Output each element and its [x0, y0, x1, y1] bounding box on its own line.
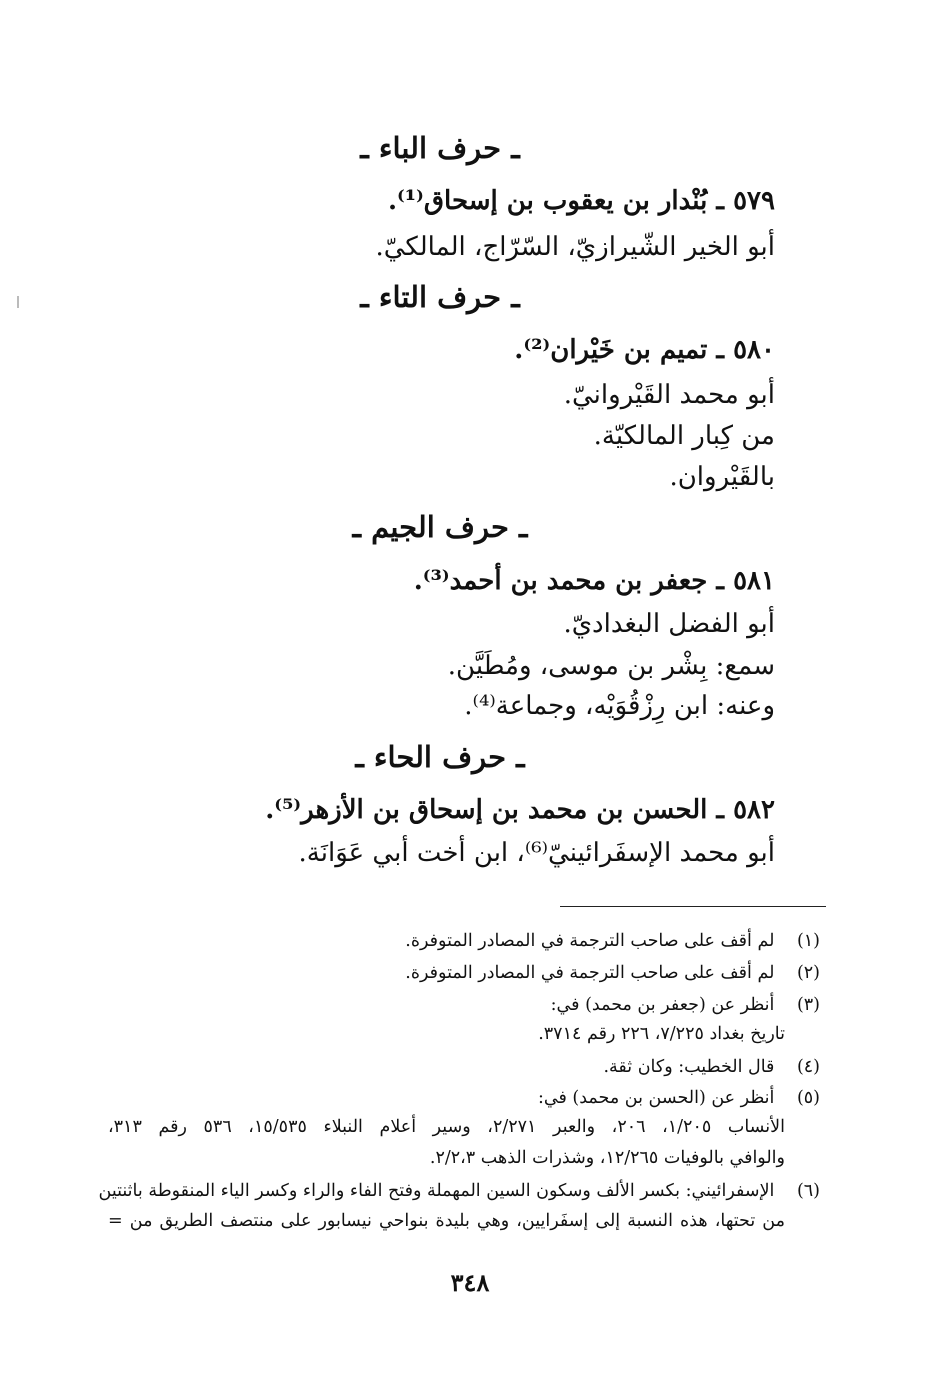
section-heading-jim: ـ حرف الجيم ـ: [352, 510, 528, 544]
footnote-6-number: (٦): [796, 1181, 820, 1201]
footnote-separator: [560, 906, 826, 907]
margin-mark: [17, 296, 19, 308]
section-heading-ha: ـ حرف الحاء ـ: [355, 740, 525, 774]
section-heading-ba: ـ حرف الباء ـ: [360, 131, 520, 165]
footnote-2-text: لم أقف على صاحب الترجمة في المصادر المتوفرة.: [405, 963, 775, 983]
footnote-4-number: (٤): [796, 1057, 820, 1077]
footnote-2: [100, 963, 820, 983]
footnote-5-text: أنظر عن (الحسن بن محمد) في:: [538, 1088, 775, 1108]
entry-580-line-1: أبو محمد القَيْروانيّ.: [563, 380, 775, 410]
footnote-6-text: الإسفرائيني: بكسر الألف وسكون السين المهملة وفتح الفاء والراء وكسر الياء المنقوطة باثنتين: [98, 1181, 775, 1201]
entry-581-line-3: وعنه: ابن رِزْقُوَيْه، وجماعة⁽⁴⁾.: [464, 691, 775, 721]
footnote-6: [100, 1181, 820, 1201]
entry-580-title: ٥٨٠ ـ تميم بن خَيْران⁽²⁾.: [514, 335, 775, 365]
entry-582-title: ٥٨٢ ـ الحسن بن محمد بن إسحاق بن الأزهر⁽⁵⁾.: [265, 795, 775, 825]
footnote-5-continuation-1: الأنساب ١/٢٠٥، ٢٠٦، والعبر ٢/٢٧١، وسير أعلام النبلاء ١٥/٥٣٥، ٥٣٦ رقم ٣١٣،: [108, 1117, 785, 1137]
entry-581-line-2: سمع: بِشْر بن موسى، ومُطَيَّن.: [447, 651, 775, 681]
footnote-3: [100, 995, 820, 1015]
footnote-4: [100, 1057, 820, 1077]
page-number: ٣٤٨: [450, 1268, 490, 1297]
entry-581-title: ٥٨١ ـ جعفر بن محمد بن أحمد⁽³⁾.: [413, 566, 775, 596]
footnote-5-continuation-2: والوافي بالوفيات ١٢/٢٦٥، وشذرات الذهب ٢/٢،٣.: [429, 1148, 785, 1168]
footnote-6-continuation: من تحتها، هذه النسبة إلى إسفَرايين، وهي بليدة بنواحي نيسابور على منتصف الطريق من =: [108, 1211, 785, 1231]
footnote-1: [100, 931, 820, 951]
entry-580-line-2: من كِبار المالكيّة.: [593, 421, 775, 451]
footnote-5-number: (٥): [796, 1088, 820, 1108]
entry-579-title: ٥٧٩ ـ بُنْدار بن يعقوب بن إسحاق⁽¹⁾.: [387, 186, 775, 216]
entry-582-line-1: أبو محمد الإسفَرائينيّ⁽⁶⁾، ابن أخت أبي عَوَانَة.: [298, 838, 775, 868]
footnote-3-number: (٣): [796, 995, 820, 1015]
footnote-3-text: أنظر عن (جعفر بن محمد) في:: [550, 995, 775, 1015]
section-heading-ta: ـ حرف التاء ـ: [360, 280, 520, 314]
entry-579-line-1: أبو الخير الشّيرازيّ، السّرّاج، المالكيّ.: [375, 232, 775, 262]
footnote-5: [100, 1088, 820, 1108]
footnote-2-number: (٢): [796, 963, 820, 983]
entry-581-line-1: أبو الفضل البغداديّ.: [563, 609, 775, 639]
footnote-1-text: لم أقف على صاحب الترجمة في المصادر المتوفرة.: [405, 931, 775, 951]
footnote-3-continuation: تاريخ بغداد ٧/٢٢٥، ٢٢٦ رقم ٣٧١٤.: [538, 1024, 785, 1044]
footnote-4-text: قال الخطيب: وكان ثقة.: [603, 1057, 775, 1077]
entry-580-line-3: بالقَيْروان.: [669, 462, 775, 492]
footnote-1-number: (١): [796, 931, 820, 951]
